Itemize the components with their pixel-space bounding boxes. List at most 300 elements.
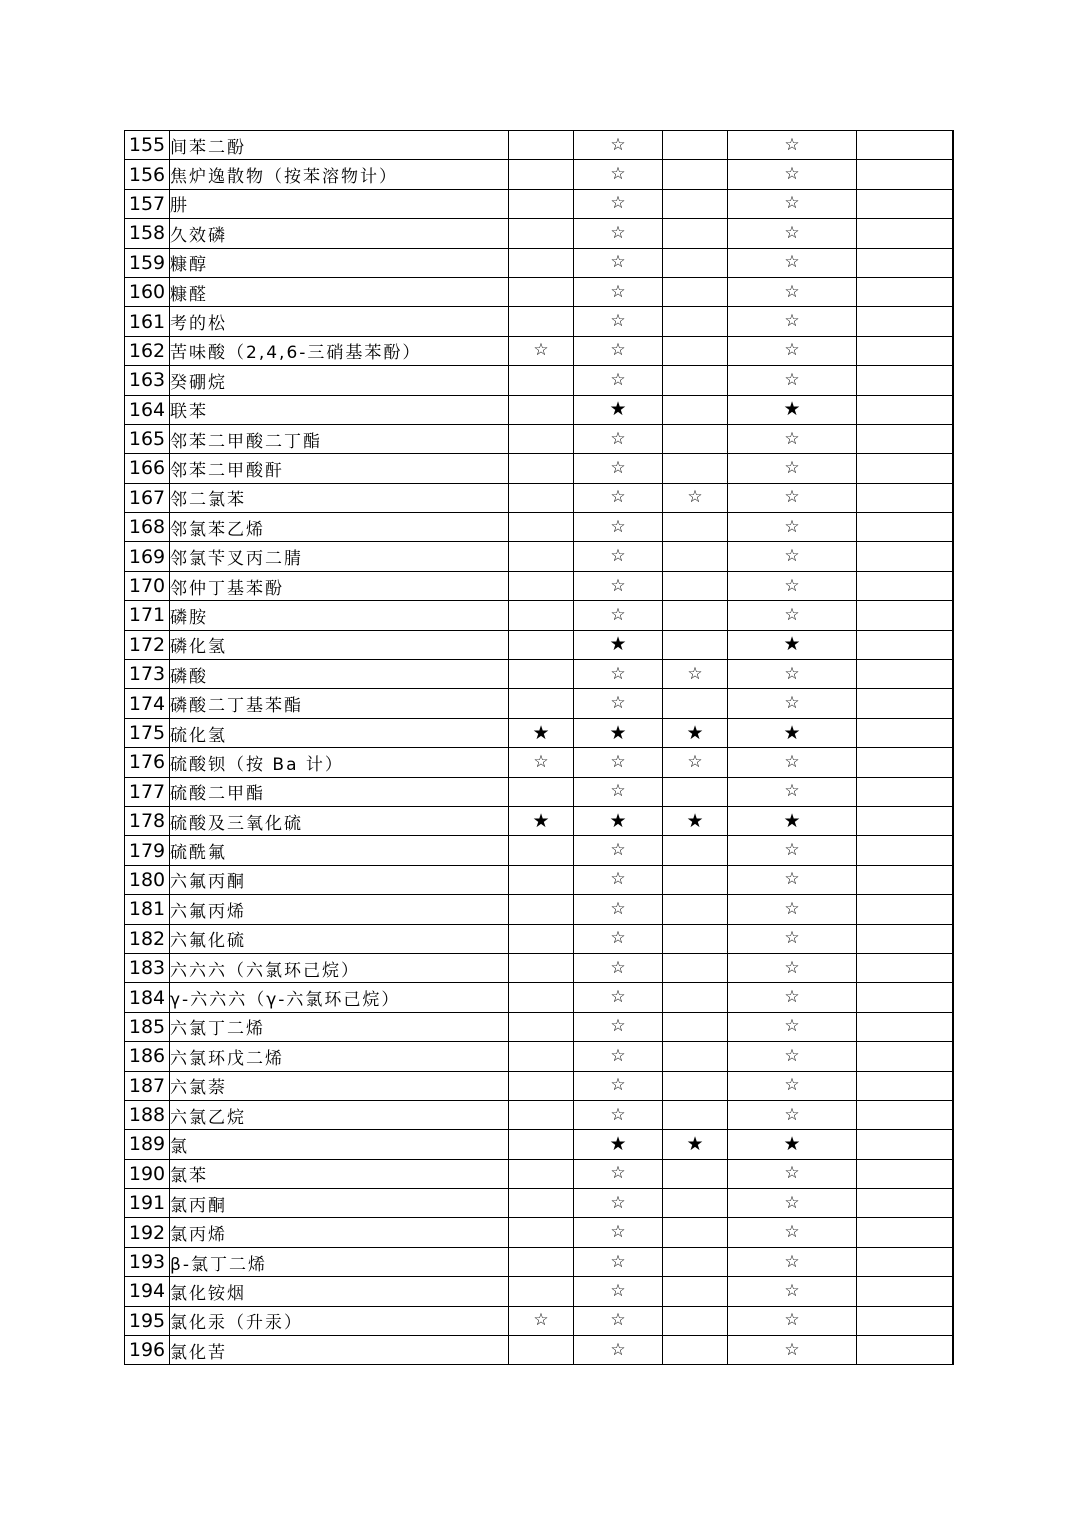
mark-col-1 bbox=[509, 953, 574, 982]
substance-name: 氯丙酮 bbox=[170, 1189, 509, 1218]
mark-col-4: ☆ bbox=[728, 542, 857, 571]
mark-col-1 bbox=[509, 1071, 574, 1100]
mark-col-4: ☆ bbox=[728, 748, 857, 777]
remark-cell bbox=[857, 660, 953, 689]
substance-name: 联苯 bbox=[170, 395, 509, 424]
remark-cell bbox=[857, 1071, 953, 1100]
substance-name: 磷化氢 bbox=[170, 630, 509, 659]
remark-cell bbox=[857, 513, 953, 542]
mark-col-4: ☆ bbox=[728, 189, 857, 218]
substance-name: 六氯萘 bbox=[170, 1071, 509, 1100]
remark-cell bbox=[857, 542, 953, 571]
mark-col-2: ☆ bbox=[574, 160, 663, 189]
mark-col-2: ☆ bbox=[574, 1218, 663, 1247]
mark-col-4: ☆ bbox=[728, 660, 857, 689]
mark-col-2: ★ bbox=[574, 1130, 663, 1159]
remark-cell bbox=[857, 131, 953, 160]
table-row bbox=[125, 248, 953, 277]
mark-col-3 bbox=[663, 1042, 728, 1071]
mark-col-2: ☆ bbox=[574, 219, 663, 248]
mark-col-1 bbox=[509, 483, 574, 512]
remark-cell bbox=[857, 1130, 953, 1159]
substance-name: 氯苯 bbox=[170, 1159, 509, 1188]
row-number: 174 bbox=[125, 689, 170, 718]
mark-col-4: ☆ bbox=[728, 601, 857, 630]
remark-cell bbox=[857, 366, 953, 395]
mark-col-2: ☆ bbox=[574, 924, 663, 953]
mark-col-3 bbox=[663, 1189, 728, 1218]
substance-name: 磷酸二丁基苯酯 bbox=[170, 689, 509, 718]
table-row bbox=[125, 483, 953, 512]
table-row bbox=[125, 1130, 953, 1159]
remark-cell bbox=[857, 219, 953, 248]
remark-cell bbox=[857, 248, 953, 277]
mark-col-4: ☆ bbox=[728, 865, 857, 894]
table-row bbox=[125, 748, 953, 777]
mark-col-3 bbox=[663, 336, 728, 365]
table-row bbox=[125, 1277, 953, 1306]
mark-col-1 bbox=[509, 160, 574, 189]
mark-col-2: ☆ bbox=[574, 1189, 663, 1218]
mark-col-4: ☆ bbox=[728, 483, 857, 512]
mark-col-2: ☆ bbox=[574, 1277, 663, 1306]
mark-col-2: ☆ bbox=[574, 601, 663, 630]
table-row bbox=[125, 131, 953, 160]
remark-cell bbox=[857, 189, 953, 218]
substance-name: 邻苯二甲酸二丁酯 bbox=[170, 424, 509, 453]
mark-col-3 bbox=[663, 571, 728, 600]
row-number: 184 bbox=[125, 983, 170, 1012]
mark-col-1 bbox=[509, 895, 574, 924]
mark-col-1 bbox=[509, 248, 574, 277]
remark-cell bbox=[857, 895, 953, 924]
substance-name: 糠醇 bbox=[170, 248, 509, 277]
mark-col-3 bbox=[663, 1159, 728, 1188]
mark-col-1: ☆ bbox=[509, 748, 574, 777]
mark-col-1 bbox=[509, 219, 574, 248]
mark-col-1 bbox=[509, 836, 574, 865]
substance-name: 氯化铵烟 bbox=[170, 1277, 509, 1306]
row-number: 169 bbox=[125, 542, 170, 571]
mark-col-1 bbox=[509, 1100, 574, 1129]
mark-col-2: ☆ bbox=[574, 483, 663, 512]
row-number: 173 bbox=[125, 660, 170, 689]
table-row bbox=[125, 836, 953, 865]
mark-col-1 bbox=[509, 865, 574, 894]
mark-col-2: ☆ bbox=[574, 1247, 663, 1276]
mark-col-1 bbox=[509, 630, 574, 659]
mark-col-1 bbox=[509, 1042, 574, 1071]
mark-col-4: ☆ bbox=[728, 924, 857, 953]
mark-col-4: ☆ bbox=[728, 953, 857, 982]
table-row bbox=[125, 189, 953, 218]
mark-col-4: ☆ bbox=[728, 513, 857, 542]
mark-col-3 bbox=[663, 219, 728, 248]
mark-col-1 bbox=[509, 513, 574, 542]
mark-col-1 bbox=[509, 689, 574, 718]
mark-col-4: ★ bbox=[728, 806, 857, 835]
table-row bbox=[125, 395, 953, 424]
mark-col-1: ★ bbox=[509, 718, 574, 747]
substance-name: 硫酸钡（按 Ba 计） bbox=[170, 748, 509, 777]
table-row bbox=[125, 424, 953, 453]
mark-col-3 bbox=[663, 424, 728, 453]
mark-col-2: ☆ bbox=[574, 336, 663, 365]
remark-cell bbox=[857, 483, 953, 512]
remark-cell bbox=[857, 1012, 953, 1041]
row-number: 189 bbox=[125, 1130, 170, 1159]
mark-col-2: ☆ bbox=[574, 307, 663, 336]
mark-col-1 bbox=[509, 924, 574, 953]
remark-cell bbox=[857, 689, 953, 718]
substance-name: 六氯乙烷 bbox=[170, 1100, 509, 1129]
mark-col-3 bbox=[663, 1071, 728, 1100]
row-number: 188 bbox=[125, 1100, 170, 1129]
mark-col-2: ☆ bbox=[574, 1071, 663, 1100]
substance-name: 肼 bbox=[170, 189, 509, 218]
row-number: 165 bbox=[125, 424, 170, 453]
row-number: 159 bbox=[125, 248, 170, 277]
mark-col-2: ☆ bbox=[574, 1012, 663, 1041]
table-row bbox=[125, 1042, 953, 1071]
mark-col-2: ☆ bbox=[574, 248, 663, 277]
substance-name: 六氟化硫 bbox=[170, 924, 509, 953]
table-row bbox=[125, 806, 953, 835]
mark-col-3 bbox=[663, 1218, 728, 1247]
mark-col-4: ☆ bbox=[728, 571, 857, 600]
mark-col-3 bbox=[663, 895, 728, 924]
substance-name: 六氟丙酮 bbox=[170, 865, 509, 894]
mark-col-4: ☆ bbox=[728, 1189, 857, 1218]
mark-col-1 bbox=[509, 454, 574, 483]
row-number: 186 bbox=[125, 1042, 170, 1071]
mark-col-1: ☆ bbox=[509, 1306, 574, 1335]
mark-col-3 bbox=[663, 277, 728, 306]
table-row bbox=[125, 336, 953, 365]
substance-name: 焦炉逸散物（按苯溶物计） bbox=[170, 160, 509, 189]
table-row bbox=[125, 277, 953, 306]
mark-col-1 bbox=[509, 601, 574, 630]
substance-name: γ-六六六（γ-六氯环己烷） bbox=[170, 983, 509, 1012]
row-number: 185 bbox=[125, 1012, 170, 1041]
mark-col-2: ☆ bbox=[574, 571, 663, 600]
mark-col-4: ☆ bbox=[728, 366, 857, 395]
substance-name: 苦味酸（2,4,6-三硝基苯酚） bbox=[170, 336, 509, 365]
mark-col-4: ☆ bbox=[728, 131, 857, 160]
table-row bbox=[125, 1306, 953, 1335]
row-number: 183 bbox=[125, 953, 170, 982]
remark-cell bbox=[857, 924, 953, 953]
mark-col-1 bbox=[509, 983, 574, 1012]
row-number: 192 bbox=[125, 1218, 170, 1247]
mark-col-4: ☆ bbox=[728, 160, 857, 189]
mark-col-1 bbox=[509, 1130, 574, 1159]
row-number: 196 bbox=[125, 1336, 170, 1365]
mark-col-2: ☆ bbox=[574, 660, 663, 689]
row-number: 155 bbox=[125, 131, 170, 160]
remark-cell bbox=[857, 395, 953, 424]
mark-col-2: ☆ bbox=[574, 366, 663, 395]
table-row bbox=[125, 1012, 953, 1041]
mark-col-3 bbox=[663, 983, 728, 1012]
row-number: 180 bbox=[125, 865, 170, 894]
row-number: 160 bbox=[125, 277, 170, 306]
mark-col-1 bbox=[509, 660, 574, 689]
remark-cell bbox=[857, 777, 953, 806]
remark-cell bbox=[857, 1336, 953, 1365]
mark-col-2: ☆ bbox=[574, 454, 663, 483]
remark-cell bbox=[857, 1100, 953, 1129]
mark-col-1: ★ bbox=[509, 806, 574, 835]
mark-col-3: ☆ bbox=[663, 483, 728, 512]
row-number: 177 bbox=[125, 777, 170, 806]
mark-col-1 bbox=[509, 366, 574, 395]
mark-col-3 bbox=[663, 924, 728, 953]
mark-col-3 bbox=[663, 630, 728, 659]
mark-col-3 bbox=[663, 865, 728, 894]
substance-name: 氯化苦 bbox=[170, 1336, 509, 1365]
mark-col-3 bbox=[663, 1277, 728, 1306]
table-row bbox=[125, 718, 953, 747]
table-row bbox=[125, 601, 953, 630]
remark-cell bbox=[857, 1218, 953, 1247]
mark-col-3 bbox=[663, 689, 728, 718]
table-row bbox=[125, 777, 953, 806]
mark-col-4: ☆ bbox=[728, 1336, 857, 1365]
mark-col-4: ☆ bbox=[728, 336, 857, 365]
substance-name: 硫酸及三氧化硫 bbox=[170, 806, 509, 835]
substance-name: 六六六（六氯环己烷） bbox=[170, 953, 509, 982]
mark-col-2: ☆ bbox=[574, 689, 663, 718]
mark-col-2: ☆ bbox=[574, 836, 663, 865]
mark-col-2: ★ bbox=[574, 630, 663, 659]
row-number: 195 bbox=[125, 1306, 170, 1335]
row-number: 164 bbox=[125, 395, 170, 424]
substance-name: 邻仲丁基苯酚 bbox=[170, 571, 509, 600]
table-row bbox=[125, 160, 953, 189]
remark-cell bbox=[857, 160, 953, 189]
table-row bbox=[125, 366, 953, 395]
row-number: 175 bbox=[125, 718, 170, 747]
row-number: 187 bbox=[125, 1071, 170, 1100]
table-row bbox=[125, 1218, 953, 1247]
table-row bbox=[125, 513, 953, 542]
mark-col-4: ☆ bbox=[728, 1306, 857, 1335]
table-row bbox=[125, 1336, 953, 1365]
substance-name: 考的松 bbox=[170, 307, 509, 336]
mark-col-1 bbox=[509, 189, 574, 218]
mark-col-2: ☆ bbox=[574, 748, 663, 777]
substance-name: 糠醛 bbox=[170, 277, 509, 306]
mark-col-2: ☆ bbox=[574, 131, 663, 160]
mark-col-3 bbox=[663, 454, 728, 483]
mark-col-4: ☆ bbox=[728, 307, 857, 336]
mark-col-2: ★ bbox=[574, 395, 663, 424]
row-number: 172 bbox=[125, 630, 170, 659]
mark-col-4: ☆ bbox=[728, 895, 857, 924]
mark-col-2: ☆ bbox=[574, 189, 663, 218]
mark-col-4: ☆ bbox=[728, 1218, 857, 1247]
mark-col-3 bbox=[663, 953, 728, 982]
substance-name: 氯丙烯 bbox=[170, 1218, 509, 1247]
table-row bbox=[125, 1159, 953, 1188]
mark-col-1 bbox=[509, 1159, 574, 1188]
table-row bbox=[125, 307, 953, 336]
remark-cell bbox=[857, 1159, 953, 1188]
remark-cell bbox=[857, 1189, 953, 1218]
mark-col-3 bbox=[663, 366, 728, 395]
table-row bbox=[125, 983, 953, 1012]
mark-col-3: ★ bbox=[663, 718, 728, 747]
remark-cell bbox=[857, 953, 953, 982]
mark-col-4: ☆ bbox=[728, 1042, 857, 1071]
mark-col-4: ★ bbox=[728, 718, 857, 747]
mark-col-4: ☆ bbox=[728, 277, 857, 306]
remark-cell bbox=[857, 806, 953, 835]
substance-name: 氯 bbox=[170, 1130, 509, 1159]
table-row bbox=[125, 1071, 953, 1100]
row-number: 158 bbox=[125, 219, 170, 248]
mark-col-1 bbox=[509, 277, 574, 306]
row-number: 166 bbox=[125, 454, 170, 483]
row-number: 179 bbox=[125, 836, 170, 865]
row-number: 182 bbox=[125, 924, 170, 953]
row-number: 167 bbox=[125, 483, 170, 512]
remark-cell bbox=[857, 1306, 953, 1335]
mark-col-4: ☆ bbox=[728, 1100, 857, 1129]
substance-name: 邻苯二甲酸酐 bbox=[170, 454, 509, 483]
mark-col-3 bbox=[663, 1247, 728, 1276]
table-row bbox=[125, 630, 953, 659]
remark-cell bbox=[857, 307, 953, 336]
mark-col-1 bbox=[509, 542, 574, 571]
row-number: 162 bbox=[125, 336, 170, 365]
remark-cell bbox=[857, 571, 953, 600]
row-number: 181 bbox=[125, 895, 170, 924]
mark-col-4: ☆ bbox=[728, 1277, 857, 1306]
mark-col-2: ☆ bbox=[574, 1042, 663, 1071]
mark-col-3 bbox=[663, 248, 728, 277]
mark-col-3 bbox=[663, 307, 728, 336]
mark-col-4: ☆ bbox=[728, 1159, 857, 1188]
mark-col-3 bbox=[663, 836, 728, 865]
substance-name: 邻二氯苯 bbox=[170, 483, 509, 512]
mark-col-4: ☆ bbox=[728, 689, 857, 718]
table-row bbox=[125, 895, 953, 924]
mark-col-3 bbox=[663, 1100, 728, 1129]
mark-col-3 bbox=[663, 777, 728, 806]
substance-table bbox=[124, 130, 954, 1365]
substance-name: 硫酸二甲酯 bbox=[170, 777, 509, 806]
table-row bbox=[125, 1189, 953, 1218]
mark-col-3 bbox=[663, 601, 728, 630]
substance-name: 六氯丁二烯 bbox=[170, 1012, 509, 1041]
mark-col-1 bbox=[509, 424, 574, 453]
mark-col-3 bbox=[663, 131, 728, 160]
mark-col-1 bbox=[509, 1277, 574, 1306]
mark-col-4: ★ bbox=[728, 630, 857, 659]
mark-col-4: ★ bbox=[728, 395, 857, 424]
remark-cell bbox=[857, 336, 953, 365]
mark-col-4: ★ bbox=[728, 1130, 857, 1159]
remark-cell bbox=[857, 748, 953, 777]
mark-col-2: ☆ bbox=[574, 1336, 663, 1365]
mark-col-3 bbox=[663, 542, 728, 571]
table-row bbox=[125, 1100, 953, 1129]
mark-col-2: ☆ bbox=[574, 277, 663, 306]
substance-name: 六氟丙烯 bbox=[170, 895, 509, 924]
mark-col-1 bbox=[509, 1012, 574, 1041]
remark-cell bbox=[857, 718, 953, 747]
mark-col-2: ☆ bbox=[574, 953, 663, 982]
mark-col-2: ☆ bbox=[574, 895, 663, 924]
mark-col-4: ☆ bbox=[728, 424, 857, 453]
mark-col-3 bbox=[663, 160, 728, 189]
substance-name: 邻氯苯乙烯 bbox=[170, 513, 509, 542]
substance-name: 久效磷 bbox=[170, 219, 509, 248]
mark-col-1 bbox=[509, 307, 574, 336]
mark-col-4: ☆ bbox=[728, 248, 857, 277]
remark-cell bbox=[857, 1042, 953, 1071]
remark-cell bbox=[857, 424, 953, 453]
substance-name: 间苯二酚 bbox=[170, 131, 509, 160]
remark-cell bbox=[857, 865, 953, 894]
row-number: 191 bbox=[125, 1189, 170, 1218]
mark-col-3 bbox=[663, 1336, 728, 1365]
mark-col-2: ☆ bbox=[574, 424, 663, 453]
mark-col-1 bbox=[509, 1247, 574, 1276]
table-row bbox=[125, 924, 953, 953]
mark-col-3: ★ bbox=[663, 1130, 728, 1159]
row-number: 190 bbox=[125, 1159, 170, 1188]
remark-cell bbox=[857, 836, 953, 865]
mark-col-1 bbox=[509, 777, 574, 806]
mark-col-4: ☆ bbox=[728, 454, 857, 483]
row-number: 171 bbox=[125, 601, 170, 630]
table-row bbox=[125, 454, 953, 483]
remark-cell bbox=[857, 601, 953, 630]
mark-col-4: ☆ bbox=[728, 777, 857, 806]
table-row bbox=[125, 571, 953, 600]
remark-cell bbox=[857, 983, 953, 1012]
mark-col-4: ☆ bbox=[728, 1012, 857, 1041]
mark-col-4: ☆ bbox=[728, 983, 857, 1012]
mark-col-2: ★ bbox=[574, 806, 663, 835]
table-row bbox=[125, 219, 953, 248]
mark-col-1 bbox=[509, 1189, 574, 1218]
mark-col-3: ☆ bbox=[663, 660, 728, 689]
mark-col-1 bbox=[509, 1218, 574, 1247]
row-number: 178 bbox=[125, 806, 170, 835]
substance-name: β-氯丁二烯 bbox=[170, 1247, 509, 1276]
mark-col-3 bbox=[663, 395, 728, 424]
mark-col-2: ☆ bbox=[574, 542, 663, 571]
mark-col-3: ☆ bbox=[663, 748, 728, 777]
remark-cell bbox=[857, 1247, 953, 1276]
mark-col-3 bbox=[663, 1306, 728, 1335]
table-row bbox=[125, 660, 953, 689]
row-number: 194 bbox=[125, 1277, 170, 1306]
table-row bbox=[125, 542, 953, 571]
row-number: 156 bbox=[125, 160, 170, 189]
remark-cell bbox=[857, 630, 953, 659]
mark-col-1: ☆ bbox=[509, 336, 574, 365]
row-number: 170 bbox=[125, 571, 170, 600]
mark-col-4: ☆ bbox=[728, 219, 857, 248]
mark-col-3 bbox=[663, 1012, 728, 1041]
row-number: 163 bbox=[125, 366, 170, 395]
mark-col-1 bbox=[509, 1336, 574, 1365]
